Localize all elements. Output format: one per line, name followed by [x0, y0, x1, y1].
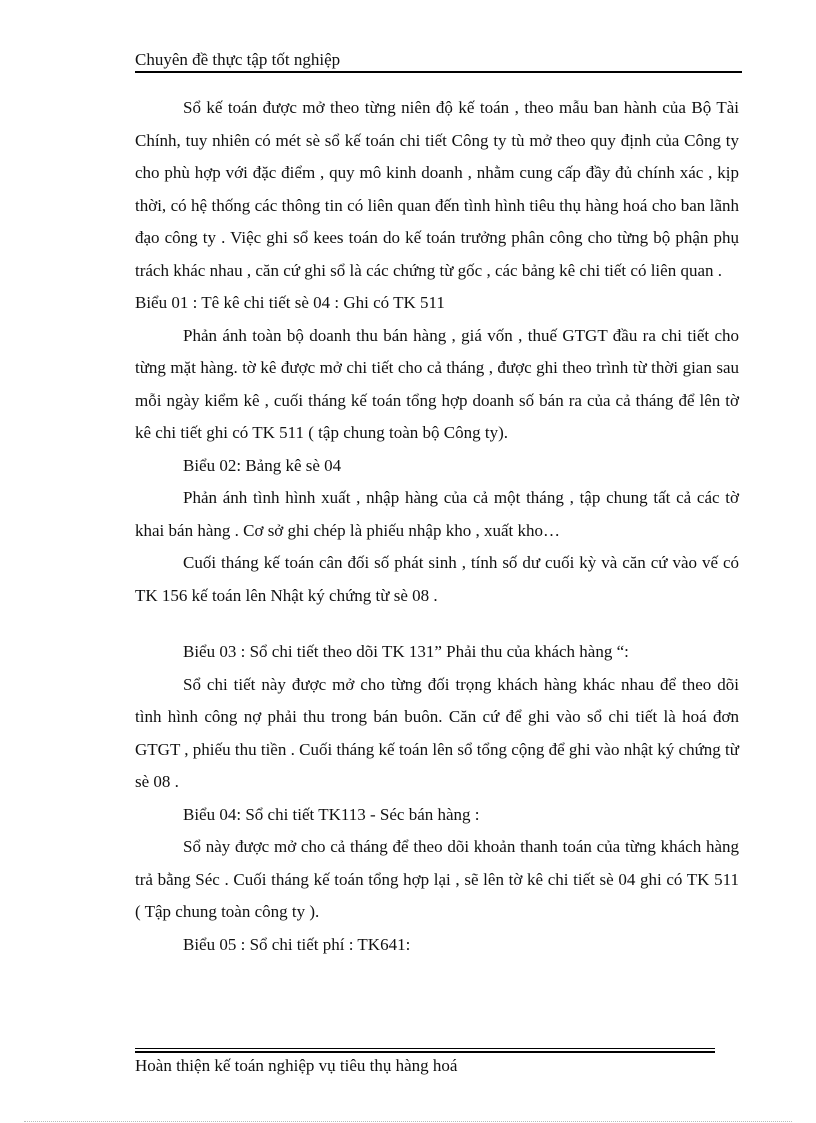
paragraph-bieu-04-description: Sổ này được mở cho cả tháng để theo dõi khoản thanh toán của từng khách hàng trả bằng Séc . Cuối tháng kế toán tổng hợp lại , sẽ lên tờ kê chi tiết sè 04 ghi có TK 511 ( Tập chung toàn công ty ).	[135, 837, 739, 921]
heading-bieu-05: Biểu 05 : Sổ chi tiết phí : TK641:	[183, 934, 411, 954]
heading-bieu-04: Biểu 04: Sổ chi tiết TK113 - Séc bán hàng :	[183, 804, 480, 824]
heading-bieu-03: Biểu 03 : Sổ chi tiết theo dõi TK 131” Phải thu của khách hàng “:	[183, 642, 629, 661]
paragraph-accounting-books: Sổ kế toán được mở theo từng niên độ kế toán , theo mẫu ban hành của Bộ Tài Chính, tuy nhiên có mét sè sổ kế toán chi tiết Công ty tù mở theo quy định của Công ty cho phù hợp với đặc điểm , quy mô kinh doanh , nhằm cung cấp đầy đủ chính xác , kịp thời, có hệ thống các thông tin có liên quan đến tình hình tiêu thụ hàng hoá cho ban lãnh đạo công ty . Việc ghi sổ kees toán do kế toán trưởng phân công cho từng bộ phận phụ trách khác nhau , căn cứ ghi sổ là các chứng từ gốc , các bảng kê chi tiết có liên quan .	[135, 98, 739, 280]
header-divider	[135, 71, 742, 73]
paragraph-month-end-balance: Cuối tháng kế toán cân đối số phát sinh , tính số dư cuối kỳ và căn cứ vào vế có TK 156 kế toán lên Nhật ký chứng từ sè 08 .	[135, 553, 739, 605]
heading-bieu-02: Biểu 02: Bảng kê sè 04	[183, 455, 342, 475]
paragraph-gap	[135, 612, 739, 636]
footer-divider-thin	[135, 1048, 715, 1049]
page-header-title: Chuyên đề thực tập tốt nghiệp	[135, 50, 341, 69]
document-body	[135, 92, 739, 961]
page-bottom-edge	[24, 1121, 792, 1122]
heading-bieu-01: Biểu 01 : Tê kê chi tiết sè 04 : Ghi có TK 511	[135, 293, 445, 312]
footer-divider-thick	[135, 1051, 715, 1053]
page-footer-title: Hoàn thiện kế toán nghiệp vụ tiêu thụ hàng hoá	[135, 1056, 458, 1075]
paragraph-bieu-03-description: Sổ chi tiết này được mở cho từng đối trọng khách hàng khác nhau để theo dõi tình hình công nợ phải thu trong bán buôn. Căn cứ để ghi vào sổ chi tiết là hoá đơn GTGT , phiếu thu tiền . Cuối tháng kế toán lên sổ tổng cộng để ghi vào nhật ký chứng từ sè 08 .	[135, 674, 739, 791]
paragraph-bieu-02-description: Phản ánh tình hình xuất , nhập hàng của cả một tháng , tập chung tất cả các tờ khai bán hàng . Cơ sở ghi chép là phiếu nhập kho , xuất kho…	[135, 488, 739, 540]
paragraph-bieu-01-description: Phản ánh toàn bộ doanh thu bán hàng , giá vốn , thuế GTGT đầu ra chi tiết cho từng mặt hàng. tờ kê được mở chi tiết cho cả tháng , được ghi theo trình từ thời gian sau mỗi ngày kiểm kê , cuối tháng kế toán tổng hợp doanh số bán ra của cả tháng để lên tờ kê chi tiết ghi có TK 511 ( tập chung toàn bộ Công ty).	[135, 325, 739, 442]
